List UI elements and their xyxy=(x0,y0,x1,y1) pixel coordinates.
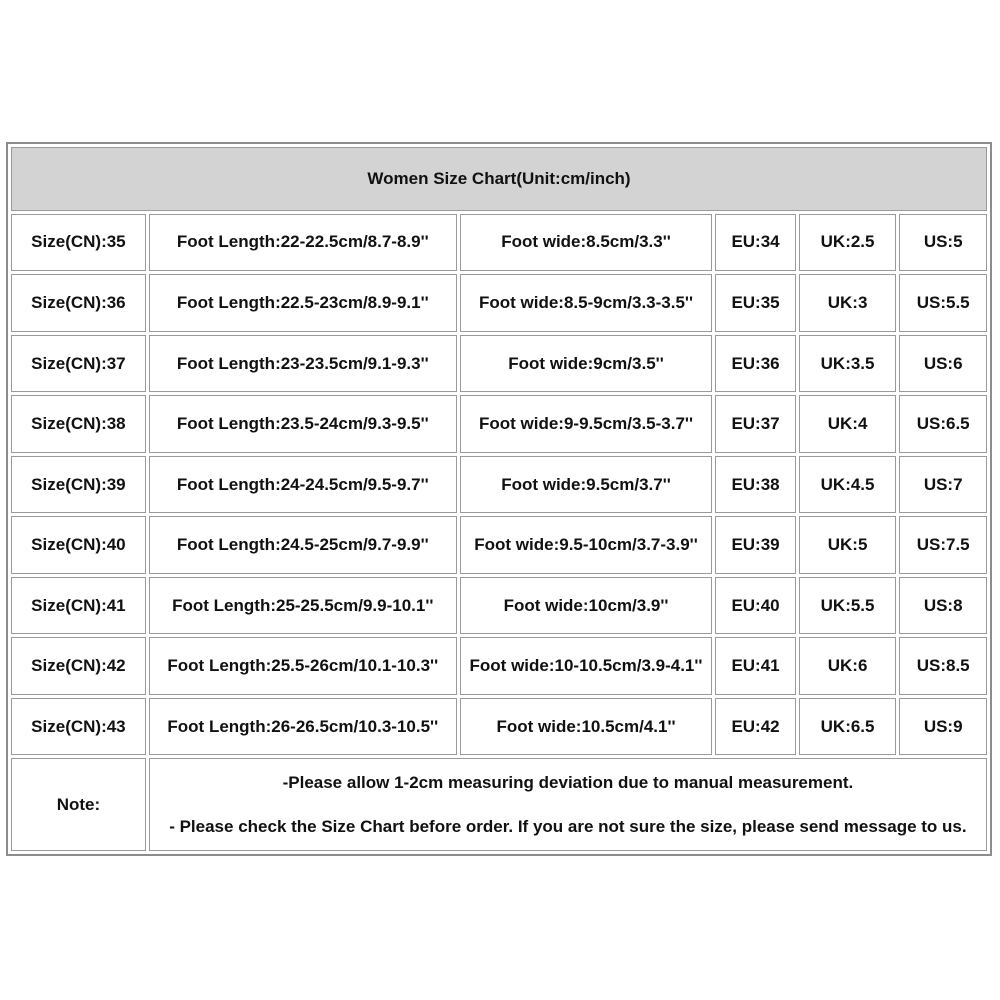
size-cn-cell: Size(CN):36 xyxy=(11,274,146,332)
size-uk-cell: UK:3.5 xyxy=(799,335,897,393)
size-cn-cell: Size(CN):38 xyxy=(11,395,146,453)
size-eu-cell: EU:39 xyxy=(715,516,795,574)
size-eu-cell: EU:36 xyxy=(715,335,795,393)
size-eu-cell: EU:38 xyxy=(715,456,795,514)
size-uk-cell: UK:5.5 xyxy=(799,577,897,635)
table-row xyxy=(11,637,987,695)
title-row xyxy=(11,147,987,211)
note-label: Note: xyxy=(11,758,146,851)
size-us-cell: US:8 xyxy=(899,577,987,635)
foot-wide-cell: Foot wide:10cm/3.9'' xyxy=(460,577,713,635)
foot-wide-cell: Foot wide:9-9.5cm/3.5-3.7'' xyxy=(460,395,713,453)
size-cn-cell: Size(CN):43 xyxy=(11,698,146,756)
size-uk-cell: UK:4.5 xyxy=(799,456,897,514)
size-table xyxy=(8,144,990,854)
table-row xyxy=(11,214,987,272)
foot-wide-cell: Foot wide:9.5cm/3.7'' xyxy=(460,456,713,514)
size-uk-cell: UK:5 xyxy=(799,516,897,574)
size-cn-cell: Size(CN):41 xyxy=(11,577,146,635)
table-row xyxy=(11,516,987,574)
size-us-cell: US:6.5 xyxy=(899,395,987,453)
size-us-cell: US:9 xyxy=(899,698,987,756)
foot-wide-cell: Foot wide:9.5-10cm/3.7-3.9'' xyxy=(460,516,713,574)
table-row xyxy=(11,395,987,453)
table-row xyxy=(11,456,987,514)
size-us-cell: US:5 xyxy=(899,214,987,272)
size-eu-cell: EU:35 xyxy=(715,274,795,332)
foot-wide-cell: Foot wide:10.5cm/4.1'' xyxy=(460,698,713,756)
foot-length-cell: Foot Length:23.5-24cm/9.3-9.5'' xyxy=(149,395,457,453)
size-uk-cell: UK:3 xyxy=(799,274,897,332)
foot-length-cell: Foot Length:25-25.5cm/9.9-10.1'' xyxy=(149,577,457,635)
foot-length-cell: Foot Length:24.5-25cm/9.7-9.9'' xyxy=(149,516,457,574)
foot-wide-cell: Foot wide:10-10.5cm/3.9-4.1'' xyxy=(460,637,713,695)
size-us-cell: US:5.5 xyxy=(899,274,987,332)
size-eu-cell: EU:41 xyxy=(715,637,795,695)
size-us-cell: US:7 xyxy=(899,456,987,514)
foot-wide-cell: Foot wide:9cm/3.5'' xyxy=(460,335,713,393)
table-row xyxy=(11,274,987,332)
size-eu-cell: EU:37 xyxy=(715,395,795,453)
size-eu-cell: EU:40 xyxy=(715,577,795,635)
foot-length-cell: Foot Length:23-23.5cm/9.1-9.3'' xyxy=(149,335,457,393)
foot-wide-cell: Foot wide:8.5-9cm/3.3-3.5'' xyxy=(460,274,713,332)
foot-length-cell: Foot Length:26-26.5cm/10.3-10.5'' xyxy=(149,698,457,756)
note-line-2: - Please check the Size Chart before order. If you are not sure the size, please send message to us. xyxy=(169,816,967,836)
foot-length-cell: Foot Length:25.5-26cm/10.1-10.3'' xyxy=(149,637,457,695)
foot-length-cell: Foot Length:22.5-23cm/8.9-9.1'' xyxy=(149,274,457,332)
size-us-cell: US:6 xyxy=(899,335,987,393)
foot-length-cell: Foot Length:24-24.5cm/9.5-9.7'' xyxy=(149,456,457,514)
note-row xyxy=(11,758,987,851)
note-text xyxy=(149,758,987,851)
size-cn-cell: Size(CN):40 xyxy=(11,516,146,574)
size-cn-cell: Size(CN):37 xyxy=(11,335,146,393)
table-row xyxy=(11,335,987,393)
chart-title: Women Size Chart(Unit:cm/inch) xyxy=(11,147,987,211)
foot-wide-cell: Foot wide:8.5cm/3.3'' xyxy=(460,214,713,272)
size-uk-cell: UK:2.5 xyxy=(799,214,897,272)
size-cn-cell: Size(CN):35 xyxy=(11,214,146,272)
size-us-cell: US:7.5 xyxy=(899,516,987,574)
size-uk-cell: UK:4 xyxy=(799,395,897,453)
size-us-cell: US:8.5 xyxy=(899,637,987,695)
note-spacer xyxy=(160,794,976,816)
table-row xyxy=(11,577,987,635)
note-line-1: -Please allow 1-2cm measuring deviation due to manual measurement. xyxy=(282,772,854,792)
size-cn-cell: Size(CN):39 xyxy=(11,456,146,514)
size-uk-cell: UK:6 xyxy=(799,637,897,695)
size-eu-cell: EU:34 xyxy=(715,214,795,272)
size-uk-cell: UK:6.5 xyxy=(799,698,897,756)
size-cn-cell: Size(CN):42 xyxy=(11,637,146,695)
foot-length-cell: Foot Length:22-22.5cm/8.7-8.9'' xyxy=(149,214,457,272)
size-chart xyxy=(6,142,992,856)
size-eu-cell: EU:42 xyxy=(715,698,795,756)
table-row xyxy=(11,698,987,756)
